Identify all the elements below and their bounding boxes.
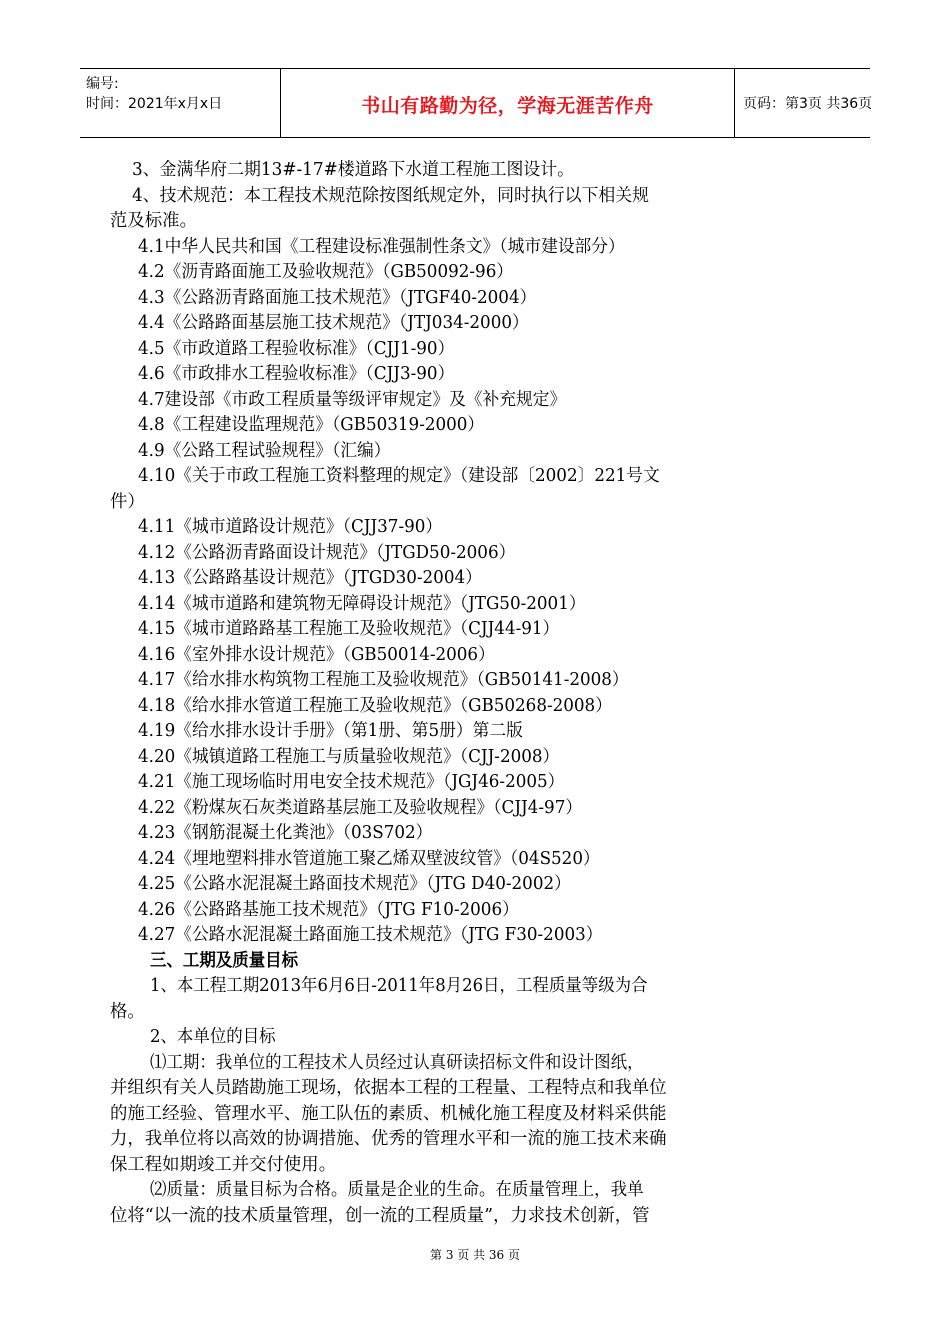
page-header: [80, 68, 873, 138]
text-line: 格。: [110, 1001, 145, 1022]
text-line: 4.3《公路沥青路面施工技术规范》（JTGF40-2004）: [138, 287, 537, 308]
text-line: 4.15《城市道路路基工程施工及验收规范》（CJJ44-91）: [138, 619, 560, 639]
text-line: 4.13《公路路基设计规范》（JTGD30-2004）: [138, 568, 482, 588]
document-date-label: 时间：2021年x月x日: [86, 96, 223, 112]
text-line: 位将“以一流的技术质量管理，创一流的工程质量”，力求技术创新，管: [110, 1205, 650, 1226]
text-line: 2、本单位的目标: [150, 1027, 276, 1047]
text-line: 3、金满华府二期13#-17#楼道路下水道工程施工图设计。: [132, 160, 575, 180]
text-line: 4.6《市政排水工程验收标准》（CJJ3-90）: [138, 364, 455, 384]
text-line: 保工程如期竣工并交付使用。: [110, 1154, 337, 1175]
text-line: 4.2《沥青路面施工及验收规范》（GB50092-96）: [138, 262, 514, 282]
text-line: 力，我单位将以高效的协调措施、优秀的管理水平和一流的施工技术来确: [110, 1129, 667, 1149]
text-line: 4.9《公路工程试验规程》（汇编）: [138, 440, 391, 461]
text-line: 4.5《市政道路工程验收标准》（CJJ1-90）: [138, 338, 455, 359]
text-line: 4.16《室外排水设计规范》（GB50014-2006）: [138, 644, 495, 665]
header-page-cell: [735, 69, 873, 137]
text-line: 4.22《粉煤灰石灰类道路基层施工及验收规程》（CJJ4-97）: [138, 797, 583, 818]
text-line: ⑵质量：质量目标为合格。质量是企业的生命。在质量管理上，我单: [150, 1180, 644, 1200]
text-line: ⑴工期：我单位的工程技术人员经过认真研读招标文件和设计图纸，: [150, 1052, 644, 1073]
text-line: 件）: [110, 491, 145, 512]
text-line: 的施工经验、管理水平、施工队伍的素质、机械化施工程度及材料采供能: [110, 1103, 667, 1124]
text-line: 4.27《公路水泥混凝土路面施工技术规范》（JTG F30-2003）: [138, 925, 603, 945]
text-line: 4.20《城镇道路工程施工与质量验收规范》（CJJ-2008）: [138, 746, 560, 767]
text-line: 4.17《给水排水构筑物工程施工及验收规范》（GB50141-2008）: [138, 670, 629, 690]
text-line: 4.19《给水排水设计手册》（第1册、第5册）第二版: [138, 721, 523, 741]
text-line: 并组织有关人员踏勘施工现场，依据本工程的工程量、工程特点和我单位: [110, 1078, 667, 1098]
text-line: 4.4《公路路面基层施工技术规范》（JTJ034-2000）: [138, 313, 529, 333]
text-line: 4.11《城市道路设计规范》（CJJ37-90）: [138, 517, 443, 537]
text-line: 4.25《公路水泥混凝土路面技术规范》（JTG D40-2002）: [138, 874, 571, 894]
section-heading: 三、工期及质量目标: [150, 950, 299, 971]
text-line: 4、技术规范：本工程技术规范除按图纸规定外，同时执行以下相关规: [132, 185, 649, 206]
document-code-label: 编号:: [86, 76, 119, 92]
text-line: 1、本工程工期2013年6月6日-2011年8月26日，工程质量等级为合: [150, 976, 648, 996]
text-line: 4.21《施工现场临时用电安全技术规范》（JGJ46-2005）: [138, 772, 565, 792]
text-line: 4.26《公路路基施工技术规范》（JTG F10-2006）: [138, 899, 519, 920]
text-line: 4.14《城市道路和建筑物无障碍设计规范》（JTG50-2001）: [138, 593, 586, 614]
header-page-number: 页码：第3页 共36页: [743, 96, 873, 112]
header-motto: 书山有路勤为径，学海无涯苦作舟: [361, 95, 654, 117]
text-line: 4.1中华人民共和国《工程建设标准强制性条文》（城市建设部分）: [138, 236, 625, 257]
header-info-cell: [80, 69, 280, 137]
text-line: 4.10《关于市政工程施工资料整理的规定》（建设部〔2002〕221号文: [138, 466, 660, 486]
text-line: 4.23《钢筋混凝土化粪池》（03S702）: [138, 823, 433, 843]
text-line: 范及标准。: [110, 211, 197, 231]
header-motto-cell: [280, 69, 735, 137]
text-line: 4.24《埋地塑料排水管道施工聚乙烯双壁波纹管》（04S520）: [138, 848, 600, 869]
text-line: 4.12《公路沥青路面设计规范》（JTGD50-2006）: [138, 542, 516, 563]
page-footer: 第 3 页 共 36 页: [430, 1248, 520, 1262]
text-line: 4.8《工程建设监理规范》（GB50319-2000）: [138, 415, 485, 435]
text-line: 4.18《给水排水管道工程施工及验收规范》（GB50268-2008）: [138, 695, 612, 716]
text-line: 4.7建设部《市政工程质量等级评审规定》及《补充规定》: [138, 389, 567, 410]
